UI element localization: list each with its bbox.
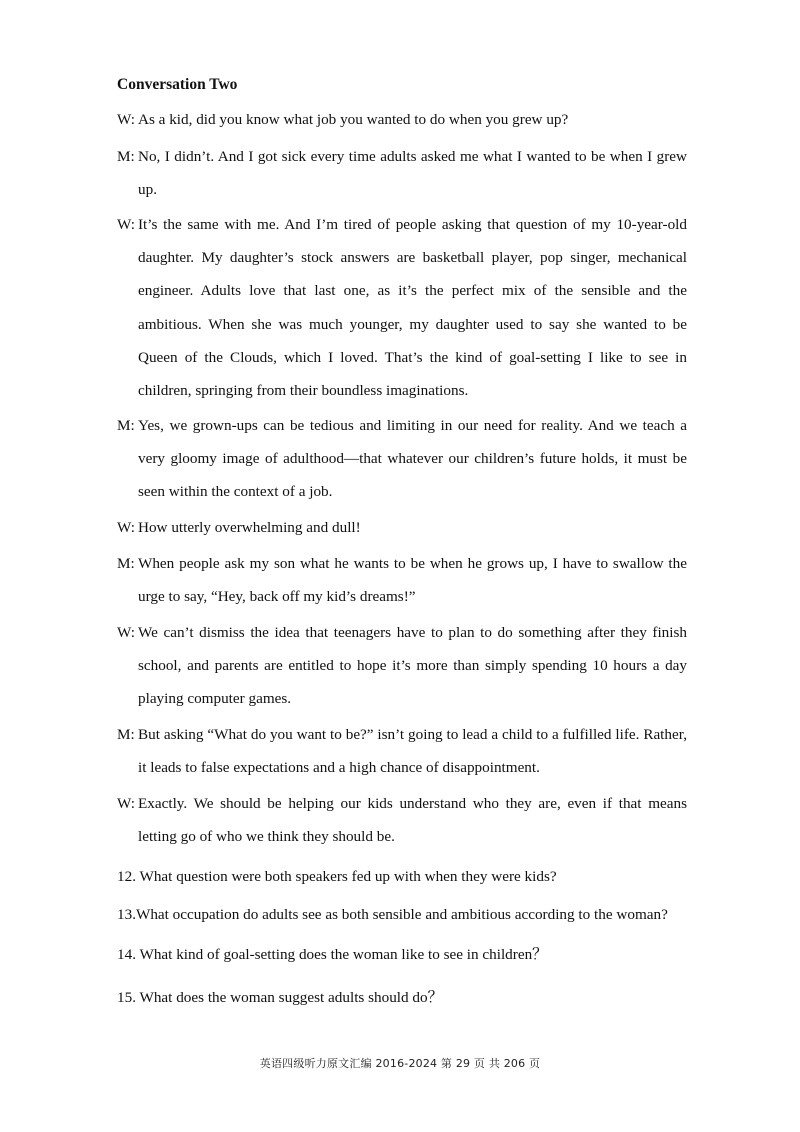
dialogue-line (117, 511, 687, 544)
dialogue-text: How utterly overwhelming and dull! (138, 519, 361, 537)
question-item: 15. What does the woman suggest adults should do？ (117, 989, 443, 1006)
dialogue-line (117, 718, 687, 784)
question-item: 14. What kind of goal-setting does the woman like to see in children？ (117, 946, 548, 963)
dialogue-text: Yes, we grown-ups can be tedious and limiting in our need for reality. And we teach a very gloomy image of adulthood—that whatever our children’s future holds, it must be seen within the context of a job. (138, 417, 687, 501)
question-item: 13.What occupation do adults see as both sensible and ambitious according to the woman? (117, 906, 668, 923)
dialogue-line (117, 208, 687, 407)
dialogue-text: Exactly. We should be helping our kids understand who they are, even if that means letting go of who we think they should be. (138, 795, 687, 846)
speaker-label: M: (117, 417, 135, 434)
speaker-label: W: (117, 519, 135, 536)
dialogue-text: When people ask my son what he wants to be when he grows up, I have to swallow the urge to say, “Hey, back off my kid’s dreams!” (138, 555, 687, 606)
speaker-label: W: (117, 111, 135, 128)
dialogue-line (117, 140, 687, 206)
section-title: Conversation Two (117, 76, 238, 93)
dialogue-line (117, 547, 687, 613)
dialogue-line (117, 103, 687, 136)
dialogue-line (117, 409, 687, 509)
dialogue-text: As a kid, did you know what job you wanted to do when you grew up? (138, 111, 569, 129)
dialogue-line (117, 616, 687, 716)
dialogue-text: We can’t dismiss the idea that teenagers have to plan to do something after they finish school, and parents are entitled to hope it’s more than simply spending 10 hours a day playing computer games. (138, 624, 687, 708)
speaker-label: W: (117, 216, 135, 233)
dialogue-line (117, 787, 687, 853)
question-item: 12. What question were both speakers fed up with when they were kids? (117, 868, 557, 885)
dialogue-text: No, I didn’t. And I got sick every time adults asked me what I wanted to be when I grew up. (138, 148, 687, 199)
page-footer: 英语四级听力原文汇编 2016-2024 第 29 页 共 206 页 (259, 1057, 541, 1070)
speaker-label: M: (117, 555, 135, 572)
dialogue-text: It’s the same with me. And I’m tired of people asking that question of my 10-year-old daughter. My daughter’s stock answers are basketball player, pop singer, mechanical engineer. Adults love that last one, as it’s the perfect mix of the sensible and the ambitious. When she was much younger, my daughter used to say she wanted to be Queen of the Clouds, which I loved. That’s the kind of goal-setting I like to see in children, springing from their boundless imaginations. (138, 216, 687, 400)
speaker-label: M: (117, 148, 135, 165)
speaker-label: W: (117, 795, 135, 812)
dialogue-text: But asking “What do you want to be?” isn’t going to lead a child to a fulfilled life. Rather, it leads to false expectations and a high chance of disappointment. (138, 726, 687, 777)
speaker-label: M: (117, 726, 135, 743)
speaker-label: W: (117, 624, 135, 641)
